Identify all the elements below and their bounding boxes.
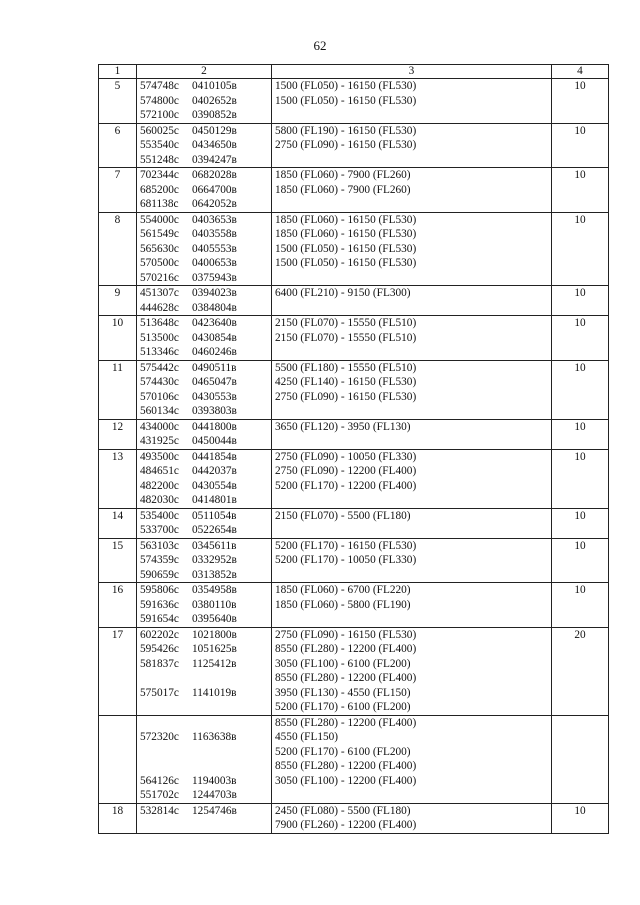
altitude-cell	[272, 627, 552, 715]
latitude: 532814с	[140, 804, 179, 817]
altitude-range: 2150 (FL070) - 15550 (FL510)	[275, 317, 417, 329]
latitude: 574430с	[140, 376, 179, 388]
altitude-range: 4250 (FL140) - 16150 (FL530)	[275, 376, 417, 388]
latitude: 513500с	[140, 331, 179, 344]
longitude: 0394023в	[192, 287, 237, 299]
table-row	[99, 449, 609, 508]
table-row	[99, 123, 609, 168]
longitude: 0313852в	[192, 568, 237, 581]
value-cell: 10	[552, 168, 609, 213]
latitude: 553540с	[140, 139, 179, 151]
value-cell: 10	[552, 286, 609, 316]
longitude: 0414801в	[192, 494, 237, 506]
row-number: 7	[99, 168, 137, 213]
latitude: 702344с	[140, 169, 179, 181]
longitude: 0394247в	[192, 153, 237, 166]
latitude: 574748с	[140, 80, 179, 92]
coordinates-cell	[137, 168, 272, 213]
table-row	[99, 168, 609, 213]
altitude-range: 1850 (FL060) - 5800 (FL190)	[275, 598, 411, 611]
latitude: 554000с	[140, 213, 179, 226]
table-row	[99, 715, 609, 803]
value-cell: 10	[552, 419, 609, 449]
altitude-range: 4550 (FL150)	[275, 731, 339, 743]
coordinate-line	[140, 94, 268, 109]
altitude-range: 5200 (FL170) - 12200 (FL400)	[275, 479, 417, 492]
altitude-range	[275, 612, 548, 627]
altitude-range: 8550 (FL280) - 12200 (FL400)	[275, 672, 417, 684]
value-cell: 10	[552, 79, 609, 124]
altitude-range: 5500 (FL180) - 15550 (FL510)	[275, 361, 417, 374]
value-cell: 10	[552, 212, 609, 286]
latitude: 560134с	[140, 405, 179, 417]
coordinate-line	[140, 818, 268, 833]
longitude: 0511054в	[192, 509, 237, 522]
latitude: 575017с	[140, 686, 179, 699]
altitude-range: 2750 (FL090) - 16150 (FL530)	[275, 390, 417, 403]
value-cell: 10	[552, 538, 609, 583]
longitude: 1125412в	[192, 657, 237, 670]
coordinate-line	[140, 700, 268, 715]
altitude-range: 1850 (FL060) - 16150 (FL530)	[275, 213, 417, 226]
coordinate-line	[140, 227, 268, 242]
altitude-range: 5800 (FL190) - 16150 (FL530)	[275, 124, 417, 137]
latitude: 493500с	[140, 450, 179, 463]
row-number: 14	[99, 508, 137, 538]
longitude: 0442037в	[192, 465, 237, 477]
altitude-range	[275, 301, 548, 316]
value-cell: 10	[552, 316, 609, 361]
coordinate-line	[140, 375, 268, 390]
longitude: 0400653в	[192, 257, 237, 269]
value-cell: 10	[552, 360, 609, 419]
altitude-cell	[272, 79, 552, 124]
longitude: 0642052в	[192, 198, 237, 210]
altitude-range: 1850 (FL060) - 7900 (FL260)	[275, 183, 411, 196]
value-cell: 10	[552, 123, 609, 168]
longitude: 0682028в	[192, 169, 237, 181]
altitude-range	[275, 434, 548, 449]
altitude-range: 5200 (FL170) - 6100 (FL200)	[275, 745, 411, 758]
altitude-range: 2150 (FL070) - 5500 (FL180)	[275, 509, 411, 522]
coordinate-line	[140, 583, 268, 598]
latitude: 560025с	[140, 124, 179, 137]
coordinate-line	[140, 523, 268, 538]
altitude-range	[275, 271, 548, 286]
latitude: 513648с	[140, 317, 179, 329]
longitude: 0410105в	[192, 80, 237, 92]
altitude-cell	[272, 538, 552, 583]
table-row	[99, 538, 609, 583]
altitude-cell	[272, 123, 552, 168]
latitude: 434000с	[140, 420, 179, 433]
table-body	[99, 79, 609, 834]
altitude-cell	[272, 286, 552, 316]
latitude: 574359с	[140, 554, 179, 566]
header-col-2: 2	[137, 65, 272, 79]
coordinate-line	[140, 642, 268, 657]
coordinate-line	[140, 479, 268, 494]
coordinate-line	[140, 404, 268, 419]
longitude: 0460246в	[192, 346, 237, 358]
latitude: 513346с	[140, 346, 179, 358]
longitude: 0332952в	[192, 554, 237, 566]
longitude: 0490511в	[192, 361, 237, 374]
longitude: 1254746в	[192, 804, 237, 817]
airspace-table	[98, 64, 609, 834]
table-row	[99, 583, 609, 628]
longitude: 0430553в	[192, 390, 237, 403]
coordinate-line	[140, 759, 268, 774]
row-number: 8	[99, 212, 137, 286]
longitude: 0450129в	[192, 124, 237, 137]
coordinates-cell	[137, 508, 272, 538]
altitude-cell	[272, 715, 552, 803]
latitude: 570106с	[140, 390, 179, 403]
coordinate-line	[140, 788, 268, 803]
longitude: 1194003в	[192, 774, 237, 787]
longitude: 1051625в	[192, 643, 237, 655]
coordinate-line	[140, 598, 268, 613]
row-number: 15	[99, 538, 137, 583]
coordinate-line	[140, 316, 268, 331]
latitude: 482200с	[140, 479, 179, 492]
coordinates-cell	[137, 715, 272, 803]
latitude: 595426с	[140, 643, 179, 655]
altitude-range: 1850 (FL060) - 16150 (FL530)	[275, 228, 417, 240]
altitude-range: 3650 (FL120) - 3950 (FL130)	[275, 420, 411, 433]
coordinate-line	[140, 686, 268, 701]
table-row	[99, 508, 609, 538]
altitude-range	[275, 345, 548, 360]
coordinate-line	[140, 286, 268, 301]
latitude: 451307с	[140, 287, 179, 299]
value-cell: 10	[552, 803, 609, 833]
longitude: 0430854в	[192, 331, 237, 344]
latitude: 431925с	[140, 435, 179, 447]
longitude: 0354958в	[192, 584, 237, 596]
header-col-3: 3	[272, 65, 552, 79]
altitude-range: 5200 (FL170) - 6100 (FL200)	[275, 701, 411, 713]
longitude: 0402652в	[192, 94, 237, 107]
coordinate-line	[140, 493, 268, 508]
coordinate-line	[140, 434, 268, 449]
row-number: 17	[99, 627, 137, 715]
longitude: 0384804в	[192, 301, 237, 314]
row-number: 9	[99, 286, 137, 316]
coordinates-cell	[137, 316, 272, 361]
coordinate-line	[140, 197, 268, 212]
coordinate-line	[140, 168, 268, 183]
coordinate-line	[140, 671, 268, 686]
altitude-cell	[272, 449, 552, 508]
altitude-range: 3050 (FL100) - 6100 (FL200)	[275, 657, 411, 670]
coordinate-line	[140, 390, 268, 405]
table-header-row	[99, 65, 609, 79]
altitude-range: 8550 (FL280) - 12200 (FL400)	[275, 643, 417, 655]
altitude-range: 5200 (FL170) - 16150 (FL530)	[275, 539, 417, 552]
altitude-range: 3050 (FL100) - 12200 (FL400)	[275, 774, 417, 787]
coordinates-cell	[137, 286, 272, 316]
row-number: 6	[99, 123, 137, 168]
coordinate-line	[140, 138, 268, 153]
latitude: 575442с	[140, 361, 179, 374]
table-row	[99, 419, 609, 449]
coordinate-line	[140, 420, 268, 435]
altitude-range: 2750 (FL090) - 16150 (FL530)	[275, 139, 417, 151]
coordinate-line	[140, 124, 268, 139]
latitude: 565630с	[140, 242, 179, 255]
altitude-range	[275, 493, 548, 508]
coordinate-line	[140, 804, 268, 819]
altitude-range	[275, 404, 548, 419]
coordinates-cell	[137, 79, 272, 124]
longitude: 0380110в	[192, 598, 237, 611]
longitude: 0434650в	[192, 139, 237, 151]
coordinates-cell	[137, 419, 272, 449]
altitude-range: 2750 (FL090) - 16150 (FL530)	[275, 628, 417, 641]
coordinate-line	[140, 509, 268, 524]
row-number: 16	[99, 583, 137, 628]
table-row	[99, 627, 609, 715]
coordinate-line	[140, 539, 268, 554]
value-cell: 10	[552, 583, 609, 628]
header-col-4: 4	[552, 65, 609, 79]
altitude-range: 1500 (FL050) - 16150 (FL530)	[275, 242, 417, 255]
altitude-cell	[272, 316, 552, 361]
latitude: 564126с	[140, 774, 179, 787]
coordinate-line	[140, 345, 268, 360]
coordinate-line	[140, 464, 268, 479]
longitude: 0664700в	[192, 183, 237, 196]
latitude: 591654с	[140, 613, 179, 625]
table-row	[99, 79, 609, 124]
longitude: 0390852в	[192, 109, 237, 121]
altitude-range	[275, 568, 548, 583]
longitude: 0395640в	[192, 613, 237, 625]
coordinate-line	[140, 568, 268, 583]
value-cell	[552, 715, 609, 803]
coordinates-cell	[137, 449, 272, 508]
latitude: 482030с	[140, 494, 179, 506]
latitude: 570500с	[140, 257, 179, 269]
altitude-range	[275, 788, 548, 803]
coordinates-cell	[137, 360, 272, 419]
altitude-cell	[272, 360, 552, 419]
latitude: 563103с	[140, 539, 179, 552]
altitude-range: 7900 (FL260) - 12200 (FL400)	[275, 819, 417, 831]
value-cell: 20	[552, 627, 609, 715]
coordinates-cell	[137, 583, 272, 628]
header-col-1: 1	[99, 65, 137, 79]
coordinate-line	[140, 242, 268, 257]
altitude-range: 6400 (FL210) - 9150 (FL300)	[275, 287, 411, 299]
coordinate-line	[140, 730, 268, 745]
table-row	[99, 316, 609, 361]
altitude-range	[275, 523, 548, 538]
coordinates-cell	[137, 538, 272, 583]
longitude: 0522654в	[192, 524, 237, 536]
row-number: 5	[99, 79, 137, 124]
longitude: 0450044в	[192, 435, 237, 447]
latitude: 591636с	[140, 598, 179, 611]
coordinate-line	[140, 183, 268, 198]
altitude-range: 2450 (FL080) - 5500 (FL180)	[275, 804, 411, 817]
altitude-cell	[272, 168, 552, 213]
coordinates-cell	[137, 212, 272, 286]
latitude: 595806с	[140, 584, 179, 596]
coordinate-line	[140, 553, 268, 568]
coordinate-line	[140, 612, 268, 627]
latitude: 484651с	[140, 465, 179, 477]
altitude-range: 5200 (FL170) - 10050 (FL330)	[275, 554, 417, 566]
coordinate-line	[140, 774, 268, 789]
latitude: 444628с	[140, 301, 179, 314]
row-number: 11	[99, 360, 137, 419]
latitude: 590659с	[140, 568, 179, 581]
coordinates-cell	[137, 123, 272, 168]
longitude: 0375943в	[192, 271, 237, 284]
latitude: 602202с	[140, 628, 179, 641]
latitude: 551248с	[140, 153, 179, 166]
altitude-range: 2750 (FL090) - 10050 (FL330)	[275, 450, 417, 463]
latitude: 535400с	[140, 509, 179, 522]
latitude: 572320с	[140, 731, 179, 743]
coordinate-line	[140, 271, 268, 286]
row-number: 10	[99, 316, 137, 361]
latitude: 574800с	[140, 94, 179, 107]
altitude-range	[275, 108, 548, 123]
table-row	[99, 286, 609, 316]
latitude: 551702с	[140, 789, 179, 801]
altitude-cell	[272, 583, 552, 628]
value-cell: 10	[552, 508, 609, 538]
table-row	[99, 803, 609, 833]
altitude-range: 1500 (FL050) - 16150 (FL530)	[275, 80, 417, 92]
longitude: 1021800в	[192, 628, 237, 641]
altitude-range: 2150 (FL070) - 15550 (FL510)	[275, 331, 417, 344]
coordinate-line	[140, 108, 268, 123]
altitude-range: 1850 (FL060) - 7900 (FL260)	[275, 169, 411, 181]
coordinate-line	[140, 361, 268, 376]
coordinate-line	[140, 153, 268, 168]
longitude: 0430554в	[192, 479, 237, 492]
longitude: 0441854в	[192, 450, 237, 463]
row-number: 13	[99, 449, 137, 508]
latitude: 572100с	[140, 109, 179, 121]
value-cell: 10	[552, 449, 609, 508]
row-number	[99, 715, 137, 803]
altitude-range: 8550 (FL280) - 12200 (FL400)	[275, 760, 417, 772]
altitude-range: 1500 (FL050) - 16150 (FL530)	[275, 257, 417, 269]
altitude-range: 1850 (FL060) - 6700 (FL220)	[275, 584, 411, 596]
coordinate-line	[140, 450, 268, 465]
coordinate-line	[140, 657, 268, 672]
latitude: 681138с	[140, 198, 179, 210]
longitude: 0465047в	[192, 376, 237, 388]
latitude: 685200с	[140, 183, 179, 196]
table-row	[99, 212, 609, 286]
table-row	[99, 360, 609, 419]
page-number: 62	[313, 38, 327, 53]
row-number: 12	[99, 419, 137, 449]
coordinates-cell	[137, 803, 272, 833]
coordinate-line	[140, 716, 268, 731]
coordinate-line	[140, 628, 268, 643]
latitude: 570216с	[140, 271, 179, 284]
longitude: 1141019в	[192, 686, 237, 699]
longitude: 0403653в	[192, 213, 237, 226]
altitude-range: 2750 (FL090) - 12200 (FL400)	[275, 465, 417, 477]
longitude: 0345611в	[192, 539, 237, 552]
longitude: 0403558в	[192, 228, 237, 240]
coordinates-cell	[137, 627, 272, 715]
coordinate-line	[140, 213, 268, 228]
longitude: 1244703в	[192, 789, 237, 801]
altitude-cell	[272, 803, 552, 833]
altitude-cell	[272, 212, 552, 286]
altitude-cell	[272, 508, 552, 538]
coordinate-line	[140, 256, 268, 271]
altitude-cell	[272, 419, 552, 449]
coordinate-line	[140, 301, 268, 316]
coordinate-line	[140, 331, 268, 346]
longitude: 0393803в	[192, 405, 237, 417]
altitude-range: 8550 (FL280) - 12200 (FL400)	[275, 716, 417, 729]
row-number: 18	[99, 803, 137, 833]
altitude-range: 3950 (FL130) - 4550 (FL150)	[275, 686, 411, 699]
longitude: 0423640в	[192, 317, 237, 329]
latitude: 581837с	[140, 657, 179, 670]
longitude: 0405553в	[192, 242, 237, 255]
coordinate-line	[140, 745, 268, 760]
longitude: 1163638в	[192, 731, 237, 743]
coordinate-line	[140, 79, 268, 94]
altitude-range	[275, 197, 548, 212]
longitude: 0441800в	[192, 420, 237, 433]
altitude-range: 1500 (FL050) - 16150 (FL530)	[275, 94, 417, 107]
latitude: 533700с	[140, 524, 179, 536]
latitude: 561549с	[140, 228, 179, 240]
altitude-range	[275, 153, 548, 168]
